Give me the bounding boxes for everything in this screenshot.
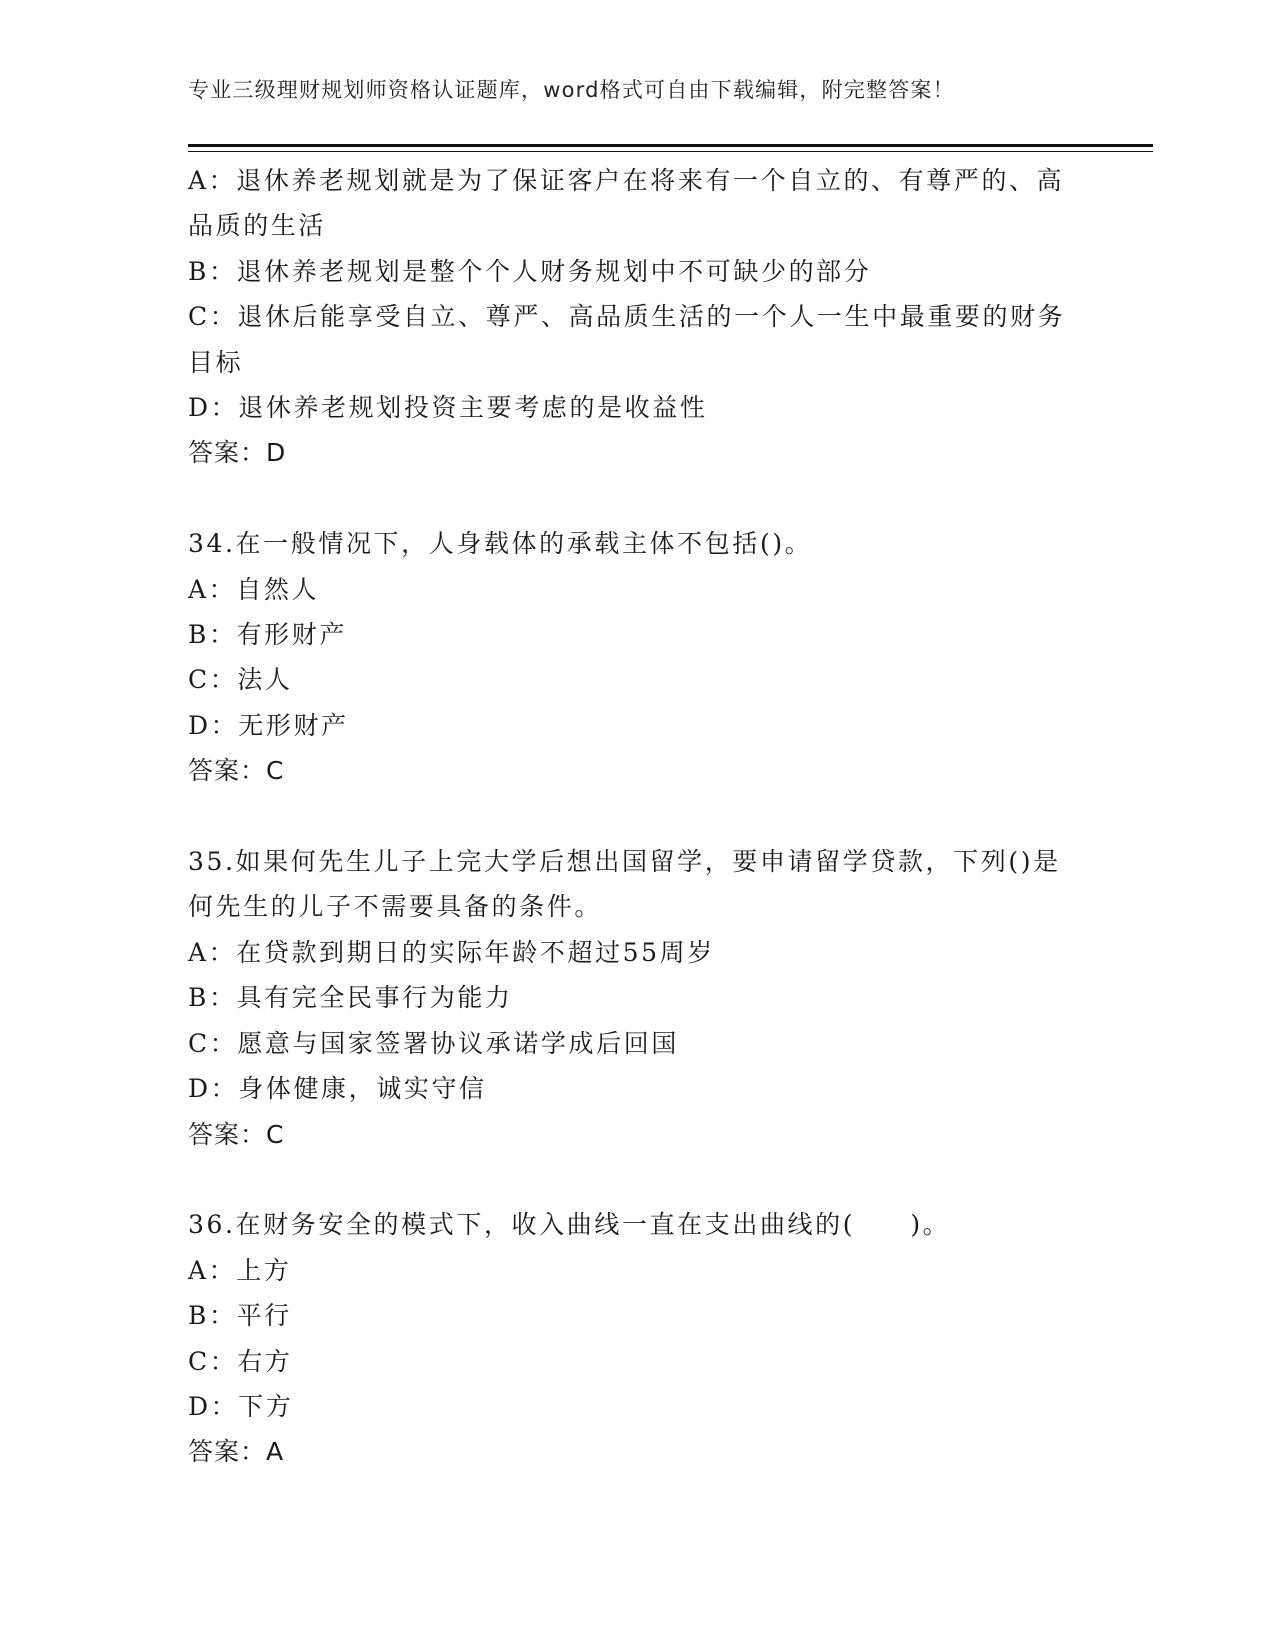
answer: 答案：D [188, 438, 287, 468]
option-a: A：上方 [188, 1255, 292, 1285]
spacer [188, 794, 1088, 839]
option-c: C：法人 [188, 665, 293, 695]
answer: 答案：C [188, 756, 285, 786]
question-block-36 [188, 1202, 1088, 1474]
option-b: B：有形财产 [188, 620, 347, 650]
option-c: C：愿意与国家签署协议承诺学成后回国 [188, 1028, 679, 1058]
header-rule-thick [188, 144, 1153, 147]
option-a: A：退休养老规划就是为了保证客户在将来有一个自立的、有尊严的、高品质的生活 [188, 166, 1065, 241]
question-stem: 34.在一般情况下，人身载体的承载主体不包括()。 [188, 529, 813, 559]
option-b: B：平行 [188, 1301, 292, 1331]
answer: 答案：A [188, 1437, 285, 1467]
option-d: D：无形财产 [188, 710, 349, 740]
answer: 答案：C [188, 1119, 285, 1149]
question-block-prev [188, 158, 1088, 476]
option-a: A：自然人 [188, 574, 320, 604]
spacer [188, 1157, 1088, 1202]
option-b: B：退休养老规划是整个个人财务规划中不可缺少的部分 [188, 256, 872, 286]
document-body [188, 158, 1088, 1475]
option-a: A：在贷款到期日的实际年龄不超过55周岁 [188, 937, 715, 967]
option-b: B：具有完全民事行为能力 [188, 983, 513, 1013]
question-stem: 36.在财务安全的模式下，收入曲线一直在支出曲线的( )。 [188, 1210, 951, 1240]
question-block-35 [188, 839, 1088, 1157]
question-stem: 35.如果何先生儿子上完大学后想出国留学，要申请留学贷款，下列()是何先生的儿子不需要具备的条件。 [188, 847, 1061, 922]
header-rule-thin [188, 151, 1153, 152]
page-header: 专业三级理财规划师资格认证题库，word格式可自由下载编辑，附完整答案！ [188, 78, 955, 102]
option-d: D：退休养老规划投资主要考虑的是收益性 [188, 393, 708, 423]
spacer [188, 476, 1088, 521]
option-d: D：身体健康，诚实守信 [188, 1074, 487, 1104]
option-c: C：右方 [188, 1346, 293, 1376]
question-block-34 [188, 521, 1088, 793]
option-c: C：退休后能享受自立、尊严、高品质生活的一个人一生中最重要的财务目标 [188, 302, 1066, 377]
option-d: D：下方 [188, 1391, 294, 1421]
